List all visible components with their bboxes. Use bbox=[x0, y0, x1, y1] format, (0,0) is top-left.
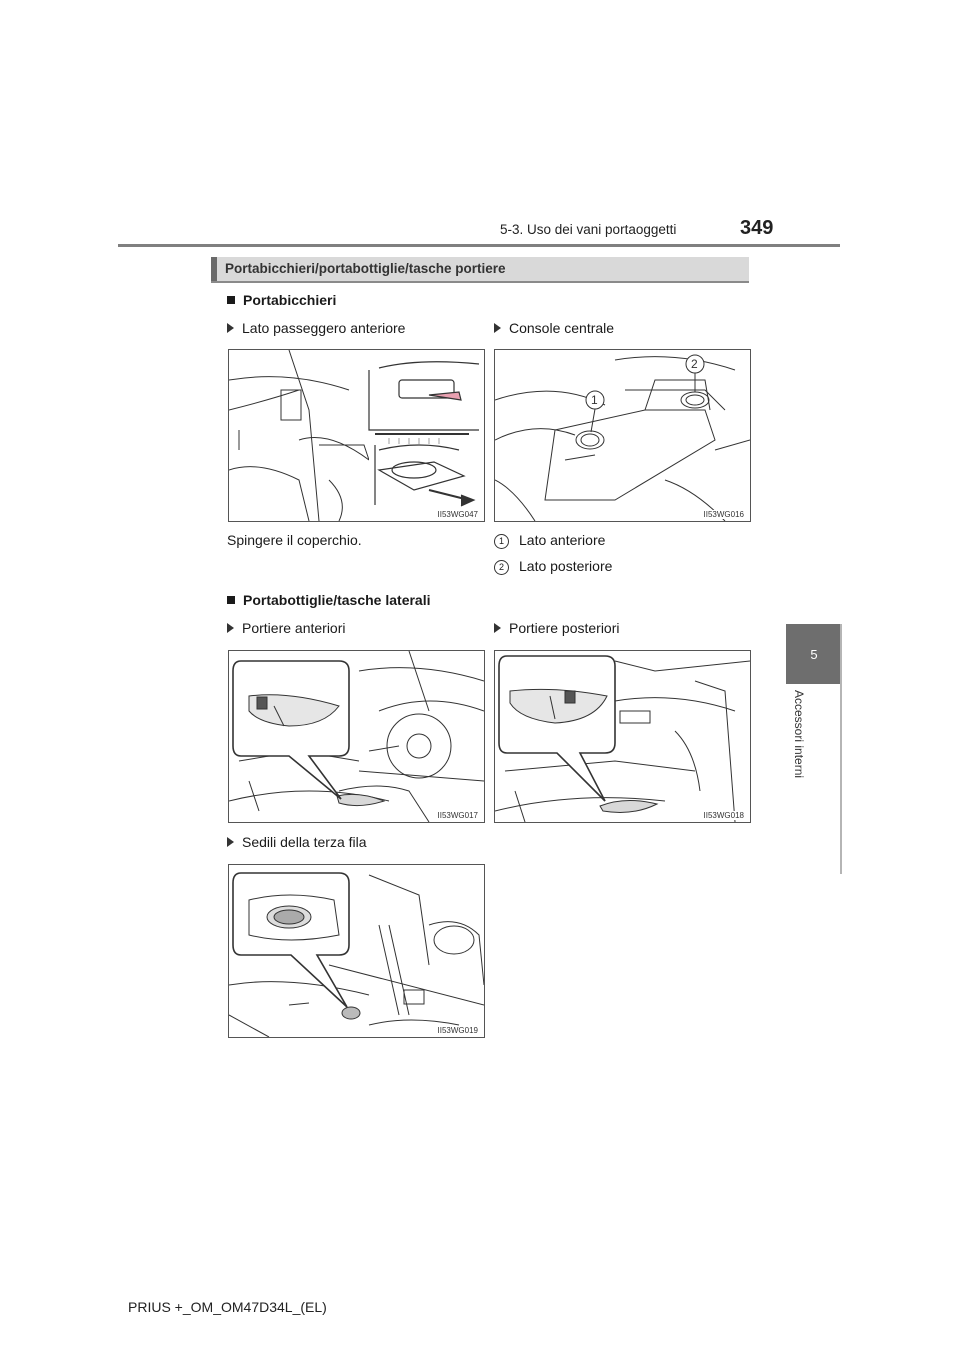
third-row-holder-illustration bbox=[229, 865, 484, 1037]
triangle-bullet-icon bbox=[227, 837, 234, 847]
chapter-tab-label: Accessori interni bbox=[792, 690, 806, 779]
chapter-tab-rule bbox=[840, 624, 842, 874]
figure-rear-door-pocket bbox=[494, 650, 751, 823]
callout-2: 2 bbox=[691, 357, 698, 371]
figure-code: II53WG016 bbox=[703, 510, 744, 519]
subheading-bottle-holders-text: Portabottiglie/tasche laterali bbox=[243, 592, 431, 608]
figure-front-door-pocket bbox=[228, 650, 485, 823]
header-divider bbox=[118, 244, 840, 247]
chapter-tab-label-wrap bbox=[786, 690, 810, 870]
front-passenger-cupholder-illustration bbox=[229, 350, 484, 521]
legend-text-2: Lato posteriore bbox=[519, 558, 613, 574]
rear-door-pocket-illustration bbox=[495, 651, 750, 822]
label-third-row-text: Sedili della terza fila bbox=[242, 834, 367, 850]
square-bullet-icon bbox=[227, 296, 235, 304]
label-center-console-text: Console centrale bbox=[509, 320, 615, 336]
triangle-bullet-icon bbox=[227, 623, 234, 633]
chapter-tab-number: 5 bbox=[786, 624, 842, 684]
section-breadcrumb: 5-3. Uso dei vani portaoggetti bbox=[500, 222, 677, 237]
figure-center-console-cupholder bbox=[494, 349, 751, 522]
center-console-illustration bbox=[495, 350, 750, 521]
label-third-row bbox=[227, 834, 367, 850]
triangle-bullet-icon bbox=[494, 623, 501, 633]
legend-number-2: 2 bbox=[494, 560, 509, 575]
label-front-doors-text: Portiere anteriori bbox=[242, 620, 346, 636]
triangle-bullet-icon bbox=[227, 323, 234, 333]
figure-front-passenger-cupholder bbox=[228, 349, 485, 522]
figure-code: II53WG017 bbox=[437, 811, 478, 820]
square-bullet-icon bbox=[227, 596, 235, 604]
figure-third-row-holder bbox=[228, 864, 485, 1038]
section-heading bbox=[211, 257, 749, 283]
legend-item-2 bbox=[494, 558, 612, 575]
figure-code: II53WG019 bbox=[437, 1026, 478, 1035]
callout-1: 1 bbox=[591, 393, 598, 407]
label-center-console bbox=[494, 320, 614, 336]
section-heading-text: Portabicchieri/portabottiglie/tasche portiere bbox=[225, 261, 506, 276]
subheading-cupholders bbox=[227, 292, 336, 308]
figure-code: II53WG018 bbox=[703, 811, 744, 820]
label-front-passenger-text: Lato passeggero anteriore bbox=[242, 320, 406, 336]
legend-number-1: 1 bbox=[494, 534, 509, 549]
caption-push-cover: Spingere il coperchio. bbox=[227, 532, 362, 548]
triangle-bullet-icon bbox=[494, 323, 501, 333]
front-door-pocket-illustration bbox=[229, 651, 484, 822]
subheading-bottle-holders bbox=[227, 592, 431, 608]
label-rear-doors-text: Portiere posteriori bbox=[509, 620, 620, 636]
label-rear-doors bbox=[494, 620, 620, 636]
label-front-passenger bbox=[227, 320, 405, 336]
label-front-doors bbox=[227, 620, 346, 636]
subheading-cupholders-text: Portabicchieri bbox=[243, 292, 337, 308]
section-heading-bar bbox=[211, 257, 217, 281]
footer-model-code: PRIUS +_OM_OM47D34L_(EL) bbox=[128, 1299, 327, 1315]
legend-text-1: Lato anteriore bbox=[519, 532, 606, 548]
legend-item-1 bbox=[494, 532, 605, 549]
figure-code: II53WG047 bbox=[437, 510, 478, 519]
page-number: 349 bbox=[740, 217, 774, 239]
